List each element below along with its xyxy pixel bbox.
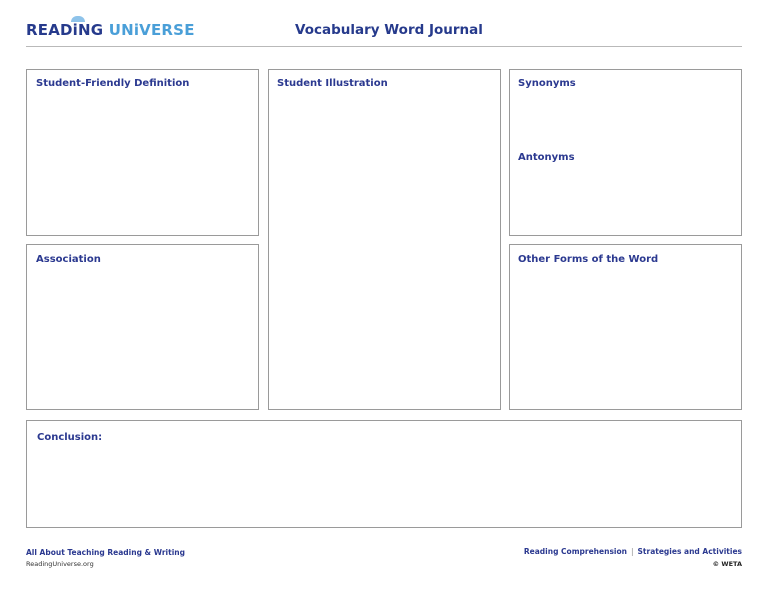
illustration-box[interactable] bbox=[268, 69, 501, 410]
antonyms-label: Antonyms bbox=[518, 152, 575, 163]
conclusion-label: Conclusion: bbox=[37, 432, 103, 443]
footer-left-url[interactable]: ReadingUniverse.org bbox=[26, 560, 94, 568]
logo-word-universe: UNiVERSE bbox=[108, 21, 195, 39]
header-divider bbox=[26, 46, 742, 47]
page-title: Vocabulary Word Journal bbox=[295, 22, 483, 38]
definition-label: Student-Friendly Definition bbox=[36, 78, 190, 89]
footer-copyright: © WETA bbox=[712, 560, 742, 568]
definition-box[interactable] bbox=[26, 69, 259, 236]
footer-breadcrumb bbox=[524, 547, 742, 556]
footer-left-title: All About Teaching Reading & Writing bbox=[26, 548, 185, 557]
logo-word-reading: READiNG bbox=[26, 21, 104, 39]
footer-divider: | bbox=[630, 547, 634, 556]
association-box[interactable] bbox=[26, 244, 259, 410]
conclusion-box[interactable] bbox=[26, 420, 742, 528]
illustration-label: Student Illustration bbox=[277, 78, 388, 89]
other-forms-box[interactable] bbox=[509, 244, 742, 410]
other-forms-label: Other Forms of the Word bbox=[518, 254, 659, 265]
reading-universe-logo bbox=[26, 21, 195, 39]
footer-link-reading-comprehension[interactable]: Reading Comprehension bbox=[523, 547, 627, 556]
footer-link-strategies[interactable]: Strategies and Activities bbox=[637, 547, 742, 556]
synonyms-label: Synonyms bbox=[518, 78, 576, 89]
association-label: Association bbox=[36, 254, 101, 265]
